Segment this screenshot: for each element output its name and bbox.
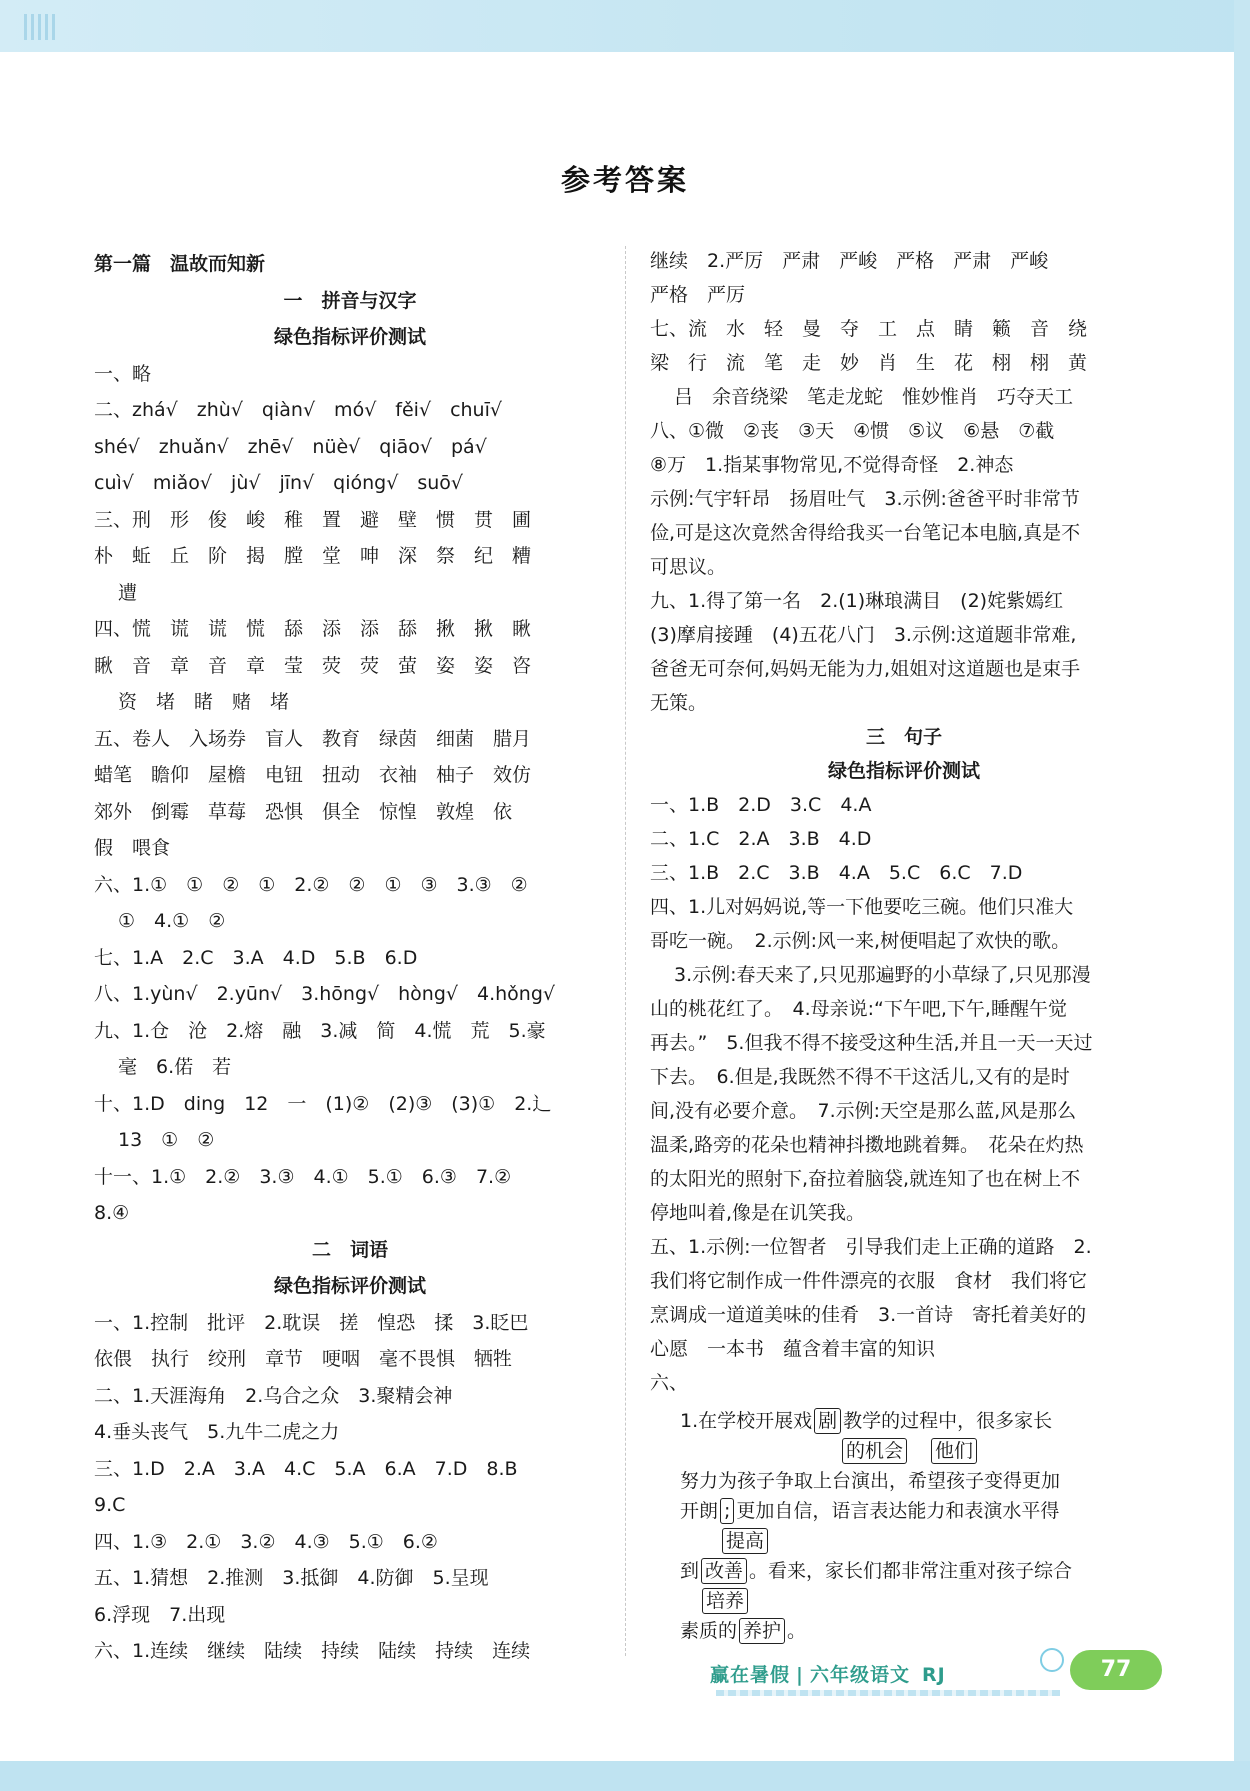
right_column-line: 继续 2.严厉 严肃 严峻 严格 严肃 严峻	[650, 250, 1049, 272]
left_column-line: 五、卷人 入场券 盲人 教育 绿茵 细菌 腊月	[94, 727, 532, 750]
q6-text: 开朗	[680, 1500, 719, 1522]
left_column-line: 绿色指标评价测试	[273, 1275, 426, 1297]
right_column-line: 可思议。	[650, 556, 727, 578]
right-decor-band	[1234, 0, 1250, 1791]
q6-text: 1.在学校开展戏	[680, 1410, 813, 1432]
left_column-line: 六、1.连续 继续 陆续 持续 陆续 持续 连续	[94, 1640, 531, 1662]
left_column-line: 一、1.控制 批评 2.耽误 搓 惶恐 揉 3.眨巴	[94, 1311, 529, 1334]
q6-line	[650, 1496, 1158, 1526]
right_column-line: 我们将它制作成一件件漂亮的衣服 食材 我们将它	[650, 1270, 1088, 1292]
edition-label: RJ	[921, 1664, 946, 1686]
q6-line	[650, 1526, 1158, 1556]
correction-box: 养护	[739, 1618, 785, 1644]
right_column-line: 示例:气宇轩昂 扬眉吐气 3.示例:爸爸平时非常节	[650, 488, 1080, 510]
left_column-line: 资 堵 睹 赌 堵	[118, 691, 290, 713]
right_column-line: 五、1.示例:一位智者 引导我们走上正确的道路 2.	[650, 1236, 1092, 1258]
left_column-line: 十、1.D ding 12 一 (1)② (2)③ (3)① 2.辶	[94, 1092, 552, 1115]
right_column-line: 无策。	[650, 692, 708, 714]
left_column-line: 八、1.yùn√ 2.yūn√ 3.hōng√ hòng√ 4.hǒng√	[94, 983, 556, 1005]
right_column-line: 六、	[650, 1372, 689, 1394]
right_column-line: 七、流 水 轻 曼 夺 工 点 睛 籁 音 绕	[650, 318, 1088, 340]
grade-label: 六年级语文	[809, 1664, 910, 1686]
left_column-line: 四、1.③ 2.① 3.② 4.③ 5.① 6.②	[94, 1530, 438, 1553]
q6-text: 教学的过程中，很多家长	[843, 1410, 1053, 1432]
right_column-line: ⑧万 1.指某事物常见,不觉得奇怪 2.神态	[650, 454, 1014, 476]
right_column-line: 爸爸无可奈何,妈妈无能为力,姐姐对这道题也是束手	[650, 658, 1081, 680]
right_column-line: 绿色指标评价测试	[827, 760, 980, 782]
q6-line	[650, 1406, 1158, 1436]
left_column-line: 十一、1.① 2.② 3.③ 4.① 5.① 6.③ 7.②	[94, 1165, 512, 1188]
left_column-line: 九、1.仓 沧 2.熔 融 3.减 简 4.慌 荒 5.豪	[94, 1019, 546, 1042]
right_column-line: 严格 严厉	[650, 284, 746, 306]
right-answer-lines	[650, 244, 1158, 1400]
q6-text: 到	[680, 1560, 700, 1582]
right_column-line: 八、①微 ②丧 ③天 ④惯 ⑤议 ⑥悬 ⑦截	[650, 420, 1055, 442]
right_column-line: 间,没有必要介意。 7.示例:天空是那么蓝,风是那么	[650, 1100, 1077, 1122]
right_column-line: 山的桃花红了。 4.母亲说:“下午吧,下午,睡醒午觉	[650, 998, 1067, 1020]
left_column-line: 毫 6.偌 若	[118, 1056, 232, 1078]
q6-line	[650, 1556, 1158, 1586]
q6-edit-exercise	[650, 1406, 1158, 1646]
footer-separator: |	[796, 1664, 804, 1686]
correction-box: 剧	[814, 1408, 841, 1434]
right_column-line: 停地叫着,像是在讥笑我。	[650, 1202, 866, 1224]
left_column-line: 假 喂食	[94, 837, 171, 859]
left_column-line: 五、1.猜想 2.推测 3.抵御 4.防御 5.呈现	[94, 1567, 489, 1589]
left_column-line: 依偎 执行 绞刑 章节 哽咽 毫不畏惧 牺牲	[94, 1348, 513, 1370]
q6-text: 。	[787, 1620, 807, 1642]
left_column-line: 绿色指标评价测试	[273, 326, 426, 348]
right_column-line: 心愿 一本书 蕴含着丰富的知识	[650, 1338, 936, 1360]
q6-text: 更加自信，语言表达能力和表演水平得	[736, 1500, 1060, 1522]
brand-name: 赢在暑假	[710, 1664, 791, 1686]
right_column-line: 梁 行 流 笔 走 妙 肖 生 花 栩 栩 黄	[650, 352, 1088, 374]
left-answer-column	[94, 246, 606, 1670]
left_column-line: 郊外 倒霉 草莓 恐惧 俱全 惊惶 敦煌 依	[94, 800, 513, 823]
right_column-line: 二、1.C 2.A 3.B 4.D	[650, 828, 872, 850]
left_column-line: 蜡笔 瞻仰 屋檐 电钮 扭动 衣袖 柚子 效仿	[94, 764, 532, 786]
left_column-line: cuì√ miǎo√ jù√ jīn√ qióng√ suō√	[94, 472, 464, 494]
stripe-decor	[24, 14, 56, 40]
q6-line: 努力为孩子争取上台演出，希望孩子变得更加	[680, 1470, 1061, 1492]
left_column-line: 六、1.① ① ② ① 2.② ② ① ③ 3.③ ②	[94, 873, 528, 896]
right_column-line: (3)摩肩接踵 (4)五花八门 3.示例:这道题非常难,	[650, 624, 1077, 646]
left_column-line: 4.垂头丧气 5.九牛二虎之力	[94, 1421, 340, 1443]
q6-line	[650, 1616, 1158, 1646]
page-title: 参考答案	[560, 163, 689, 197]
footer-brand	[710, 1660, 946, 1687]
q6-text: 。看来，家长们都非常注重对孩子综合	[749, 1560, 1073, 1582]
left_column-line: ① 4.① ②	[118, 910, 226, 932]
left_column-line: 四、慌 谎 谎 慌 舔 添 添 舔 揪 揪 瞅	[94, 618, 532, 640]
correction-box: 的机会	[842, 1438, 907, 1464]
swirl-icon	[1040, 1648, 1064, 1672]
right_column-line: 再去。” 5.但我不得不接受这种生活,并且一天一天过	[650, 1032, 1093, 1054]
left_column-line: 9.C	[94, 1494, 126, 1516]
right_column-line: 俭,可是这次竟然舍得给我买一台笔记本电脑,真是不	[650, 522, 1081, 544]
left_column-line: 8.④	[94, 1202, 130, 1224]
correction-box: 提高	[722, 1528, 768, 1554]
page-footer	[710, 1646, 1180, 1700]
left_column-line: 一、略	[94, 362, 152, 385]
q6-text: 素质的	[680, 1620, 738, 1642]
right_column-line: 下去。 6.但是,我既然不得不干这活儿,又有的是时	[650, 1066, 1070, 1088]
left_column-line: 13 ① ②	[118, 1129, 215, 1151]
right_column-line: 3.示例:春天来了,只见那遍野的小草绿了,只见那漫	[674, 964, 1091, 986]
correction-box: ;	[720, 1498, 734, 1524]
left_column-line: 遭	[118, 581, 138, 604]
right_column-line: 温柔,路旁的花朵也精神抖擞地跳着舞。 花朵在灼热	[650, 1134, 1084, 1156]
bottom-decor-band	[0, 1761, 1250, 1791]
left_column-line: 三、1.D 2.A 3.A 4.C 5.A 6.A 7.D 8.B	[94, 1457, 518, 1480]
right_column-line: 哥吃一碗。 2.示例:风一来,树便唱起了欢快的歌。	[650, 930, 1071, 952]
right_column-line: 一、1.B 2.D 3.C 4.A	[650, 794, 872, 816]
left_column-line: 朴 蚯 丘 阶 揭 膛 堂 呻 深 祭 纪 糟	[94, 545, 532, 567]
correction-box: 他们	[931, 1438, 977, 1464]
right_column-line: 烹调成一道道美味的佳肴 3.一首诗 寄托着美好的	[650, 1304, 1087, 1326]
left_column-line: 瞅 音 章 音 章 莹 荧 荧 萤 姿 姿 咨	[94, 654, 532, 677]
right_column-line: 三 句子	[865, 726, 942, 748]
correction-box: 培养	[702, 1588, 748, 1614]
right_column-line: 四、1.儿对妈妈说,等一下他要吃三碗。他们只准大	[650, 896, 1074, 918]
left_column-line: shé√ zhuǎn√ zhē√ nüè√ qiāo√ pá√	[94, 435, 487, 458]
q6-line	[650, 1436, 1158, 1466]
left_column-line: 一 拼音与汉字	[283, 289, 417, 312]
q6-line	[650, 1586, 1158, 1616]
top-decor-band	[0, 0, 1250, 52]
right-answer-column	[650, 244, 1158, 1646]
left_column-line: 第一篇 温故而知新	[94, 253, 266, 275]
left_column-line: 二、zhá√ zhù√ qiàn√ mó√ fěi√ chuī√	[94, 399, 502, 421]
right_column-line: 吕 余音绕梁 笔走龙蛇 惟妙惟肖 巧夺天工	[674, 386, 1074, 408]
left_column-line: 七、1.A 2.C 3.A 4.D 5.B 6.D	[94, 946, 418, 969]
column-divider	[625, 246, 626, 1656]
footer-decor-bar	[716, 1690, 1060, 1696]
right_column-line: 九、1.得了第一名 2.(1)琳琅满目 (2)姹紫嫣红	[650, 590, 1064, 612]
page-number-badge: 77	[1070, 1650, 1162, 1690]
right_column-line: 的太阳光的照射下,奋拉着脑袋,就连知了也在树上不	[650, 1168, 1081, 1190]
left_column-line: 三、刑 形 俊 峻 稚 置 避 壁 惯 贯 圃	[94, 508, 532, 531]
right_column-line: 三、1.B 2.C 3.B 4.A 5.C 6.C 7.D	[650, 862, 1023, 884]
left_column-line: 二、1.天涯海角 2.乌合之众 3.聚精会神	[94, 1384, 453, 1407]
left_column-line: 二 词语	[311, 1238, 388, 1261]
left_column-line: 6.浮现 7.出现	[94, 1603, 226, 1626]
correction-box: 改善	[701, 1558, 747, 1584]
